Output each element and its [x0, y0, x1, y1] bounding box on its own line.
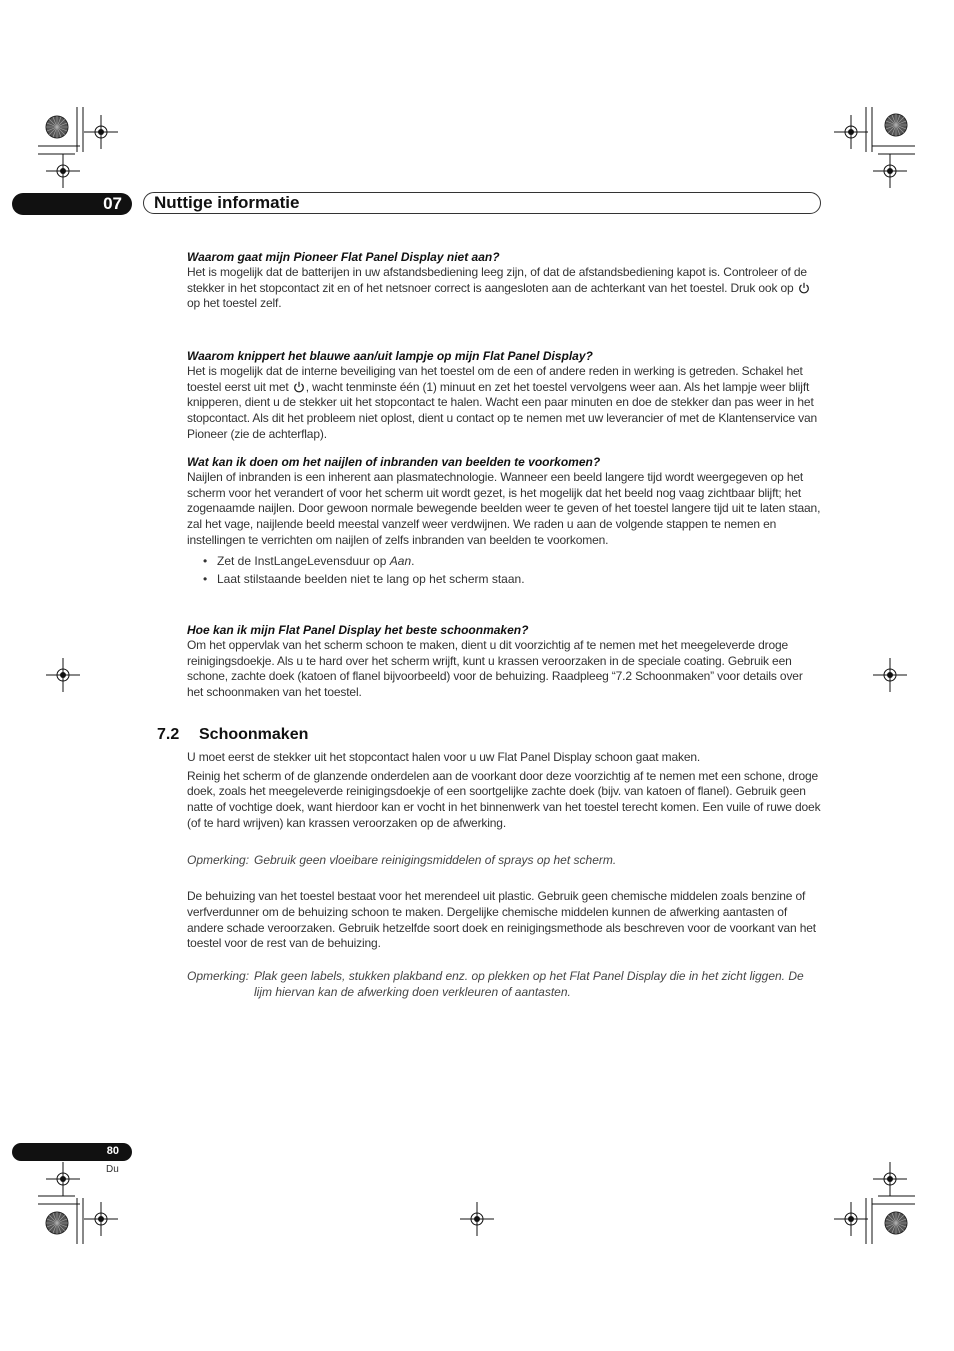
- color-disc-icon: [885, 114, 907, 136]
- color-disc-icon: [46, 1212, 68, 1234]
- registration-mark-icon: [834, 1202, 868, 1236]
- language-code: Du: [106, 1164, 119, 1175]
- faq-question: Waarom knippert het blauwe aan/uit lampje op mijn Flat Panel Display?: [187, 349, 593, 363]
- page-number-badge: [12, 1143, 132, 1161]
- paragraph: Reinig het scherm of de glanzende onderdelen aan de voorkant door deze voorzichtig af te nemen met een schone, droge doek, zoals het meegeleverde reinigingsdoekje of een soortgelijke zachte doek (bijv. van katoen of flanel). Gebruik geen natte of vochtige doek, want hierdoor kan er vocht in het binnenwerk van het toestel terecht komen. Een vuile of ruwe doek (of te hard wrijven) kan krassen veroorzaken op de afwerking.: [187, 768, 821, 830]
- faq-answer: Naijlen of inbranden is een inherent aan plasmatechnologie. Wanneer een beeld langere tijd wordt weergegeven op het scherm voor het verandert of voor het scherm uit wordt gezet, is het mogelijk dat het beeld nog vaag zichtbaar blijft; het zogenaamde naijlen. Door gewoon normale bewegende beelden weer te geven of het toestel langere tijd uit te laten staan, zal het vage, naijlende beeld meestal vanzelf weer verdwijnen. We raden u aan de volgende stappen te nemen en instellingen te verrichten om naijlen of zelfs inbranden van beelden te voorkomen.: [187, 470, 821, 547]
- page-number: 80: [106, 1145, 119, 1157]
- chapter-title-box: [143, 192, 821, 214]
- registration-mark-icon: [84, 1202, 118, 1236]
- power-icon: [798, 282, 810, 294]
- section-heading: [157, 726, 308, 744]
- faq-answer: Het is mogelijk dat de interne beveiliging van het toestel om de een of andere reden in werking is getreden. Schakel het toestel eerst uit met , wacht tenminste één (1) minuut en zet het toestel vervolgens weer aan. Als het lampje weer blijft knipperen, dient u de stekker uit het stopcontact te halen. Wacht een paar minuten en doe de stekker dan pas weer in het stopcontact. Als dit het probleem niet oplost, dient u contact op te nemen met uw leverancier of met de Klantenservice van Pioneer (zie de achterflap).: [187, 364, 818, 441]
- color-disc-icon: [885, 1212, 907, 1234]
- bullet-list: [187, 552, 821, 588]
- faq-item: [187, 348, 821, 443]
- registration-mark-icon: [46, 1162, 80, 1196]
- registration-mark-icon: [834, 115, 868, 149]
- section-title: Schoonmaken: [199, 726, 309, 743]
- faq-item: [187, 454, 821, 588]
- faq-answer: Om het oppervlak van het scherm schoon te maken, dient u dit voorzichtig af te nemen met het meegeleverde droge reinigingsdoekje. Als u te hard over het scherm wrijft, kunt u krassen veroorzaken in de speciale coating. Gebruik een schone, zachte doek (katoen of flanel bijvoorbeeld) voor de behuizing. Raadpleeg “7.2 Schoonmaken” voor details over het schoonmaken van het toestel.: [187, 638, 803, 700]
- paragraph: U moet eerst de stekker uit het stopcontact halen voor u uw Flat Panel Display schoon gaat maken.: [187, 750, 701, 764]
- registration-mark-icon: [46, 154, 80, 188]
- faq-item: [187, 249, 821, 312]
- registration-mark-icon: [873, 1162, 907, 1196]
- faq-answer: Het is mogelijk dat de batterijen in uw afstandsbediening leeg zijn, of dat de afstandsbediening kapot is. Controleer of de stekker in het stopcontact zit en of het netsnoer correct is aangesloten aan de achterkant van het toestel. Druk ook op op het toestel zelf.: [187, 265, 821, 312]
- note-label: Opmerking:: [187, 969, 250, 984]
- color-disc-icon: [46, 116, 68, 138]
- note-label: Opmerking:: [187, 852, 250, 867]
- registration-mark-icon: [84, 115, 118, 149]
- chapter-number-badge: [12, 193, 132, 215]
- registration-mark-icon: [873, 658, 907, 692]
- section-number: 7.2: [157, 726, 180, 743]
- faq-item: [187, 622, 821, 701]
- faq-question: Wat kan ik doen om het naijlen of inbranden van beelden te voorkomen?: [187, 455, 601, 469]
- faq-question: Waarom gaat mijn Pioneer Flat Panel Display niet aan?: [187, 250, 500, 264]
- note: [187, 969, 821, 1000]
- faq-question: Hoe kan ik mijn Flat Panel Display het beste schoonmaken?: [187, 623, 529, 637]
- registration-mark-icon: [460, 1202, 494, 1236]
- list-item: • Laat stilstaande beelden niet te lang op het scherm staan.: [187, 570, 821, 588]
- note-text: Gebruik geen vloeibare reinigingsmiddelen of sprays op het scherm.: [254, 852, 617, 867]
- chapter-number: 07: [103, 194, 122, 213]
- power-icon: [293, 381, 305, 393]
- paragraph: De behuizing van het toestel bestaat voor het merendeel uit plastic. Gebruik geen chemische middelen zoals benzine of verfverdunner om de behuizing schoon te maken. Dergelijke chemische middelen kunnen de afwerking aantasten of andere schade veroorzaken. Gebruik hetzelfde soort doek en reinigingsmethode als beschreven voor de voorkant van het toestel voor de rest van de behuizing.: [187, 889, 816, 951]
- registration-mark-icon: [46, 658, 80, 692]
- note: [187, 853, 821, 869]
- list-item: • Zet de InstLangeLevensduur op Aan.: [187, 552, 821, 570]
- registration-mark-icon: [873, 154, 907, 188]
- note-text: Plak geen labels, stukken plakband enz. op plekken op het Flat Panel Display die in het zicht liggen. De lijm hiervan kan de afwerking doen verkleuren of aantasten.: [254, 969, 804, 999]
- section-body: [187, 750, 821, 1000]
- chapter-title: Nuttige informatie: [154, 193, 300, 212]
